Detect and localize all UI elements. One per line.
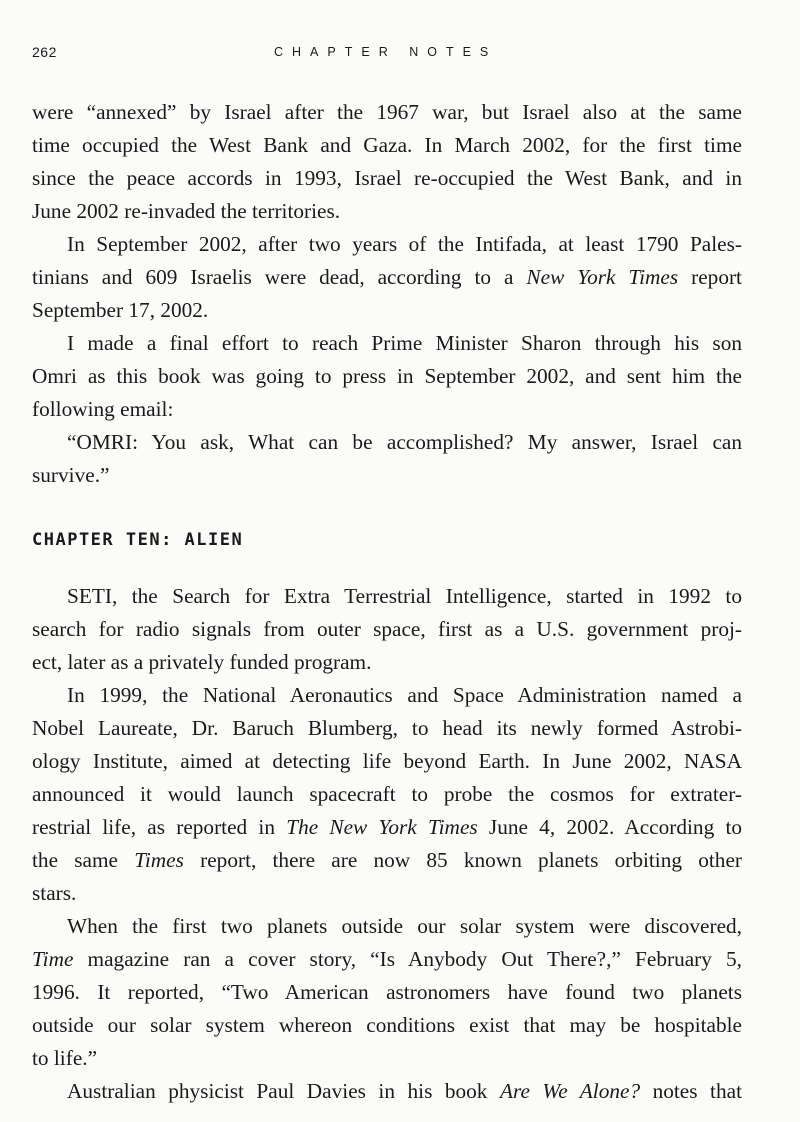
publication-title: New York Times [526,265,679,289]
page-number: 262 [32,44,57,60]
text-line: time occupied the West Bank and Gaza. In March 2002, for the first time [32,133,742,157]
text-line [32,261,742,294]
text-line: stars. [32,881,77,905]
paragraph [32,327,742,426]
text-line: ect, later as a privately funded program. [32,650,372,674]
text-line: When the first two planets outside our solar system were discovered, [67,914,742,938]
text-line: September 17, 2002. [32,298,209,322]
text-line: since the peace accords in 1993, Israel re-occupied the West Bank, and in [32,166,742,190]
text-line: In 1999, the National Aeronautics and Space Administration named a [67,683,742,707]
text-line: search for radio signals from outer space, first as a U.S. government proj- [32,617,742,641]
text-run: notes that [640,1079,742,1103]
text-run: report, there are now 85 known planets orbiting other [183,848,742,872]
text-line: to life.” [32,1046,98,1070]
text-line [32,943,742,976]
publication-title: Times [134,848,184,872]
text-line: following email: [32,397,174,421]
text-line: outside our solar system whereon conditions exist that may be hospitable [32,1013,742,1037]
running-head: CHAPTER NOTES [274,45,498,59]
page-header [32,44,742,64]
text-line [32,811,742,844]
paragraph [32,96,742,228]
text-line: 1996. It reported, “Two American astronomers have found two planets [32,980,742,1004]
text-line: In September 2002, after two years of the Intifada, at least 1790 Pales- [67,232,742,256]
text-line: SETI, the Search for Extra Terrestrial Intelligence, started in 1992 to [67,584,742,608]
text-line: were “annexed” by Israel after the 1967 war, but Israel also at the same [32,100,742,124]
text-line: ology Institute, aimed at detecting life beyond Earth. In June 2002, NASA [32,749,742,773]
paragraph [32,580,742,679]
text-line: June 2002 re-invaded the territories. [32,199,341,223]
text-run: report [678,265,742,289]
chapter-heading: CHAPTER TEN: ALIEN [32,530,244,550]
text-line: Nobel Laureate, Dr. Baruch Blumberg, to head its newly formed Astrobi- [32,716,742,740]
paragraph [32,910,742,1075]
publication-title: The New York Times [286,815,478,839]
notes-section-chapter-nine [32,96,742,492]
book-title: Are We Alone? [499,1079,641,1103]
text-line: survive.” [32,463,110,487]
text-line: Omri as this book was going to press in September 2002, and sent him the [32,364,742,388]
text-run: restrial life, as reported in [32,815,287,839]
paragraph [32,1075,742,1108]
paragraph [32,228,742,327]
notes-section-chapter-ten [32,580,742,1108]
text-run: tinians and 609 Israelis were dead, according to a [32,265,527,289]
paragraph [32,426,742,492]
text-line: announced it would launch spacecraft to probe the cosmos for extrater- [32,782,742,806]
publication-title: Time [32,947,74,971]
paragraph [32,679,742,910]
text-line [32,1075,742,1108]
text-run: June 4, 2002. According to [477,815,743,839]
text-run: Australian physicist Paul Davies in his book [67,1079,500,1103]
text-run: magazine ran a cover story, “Is Anybody Out There?,” February 5, [73,947,742,971]
text-line: I made a final effort to reach Prime Minister Sharon through his son [67,331,742,355]
text-line: “OMRI: You ask, What can be accomplished? My answer, Israel can [67,430,742,454]
text-run: the same [32,848,135,872]
text-line [32,844,742,877]
